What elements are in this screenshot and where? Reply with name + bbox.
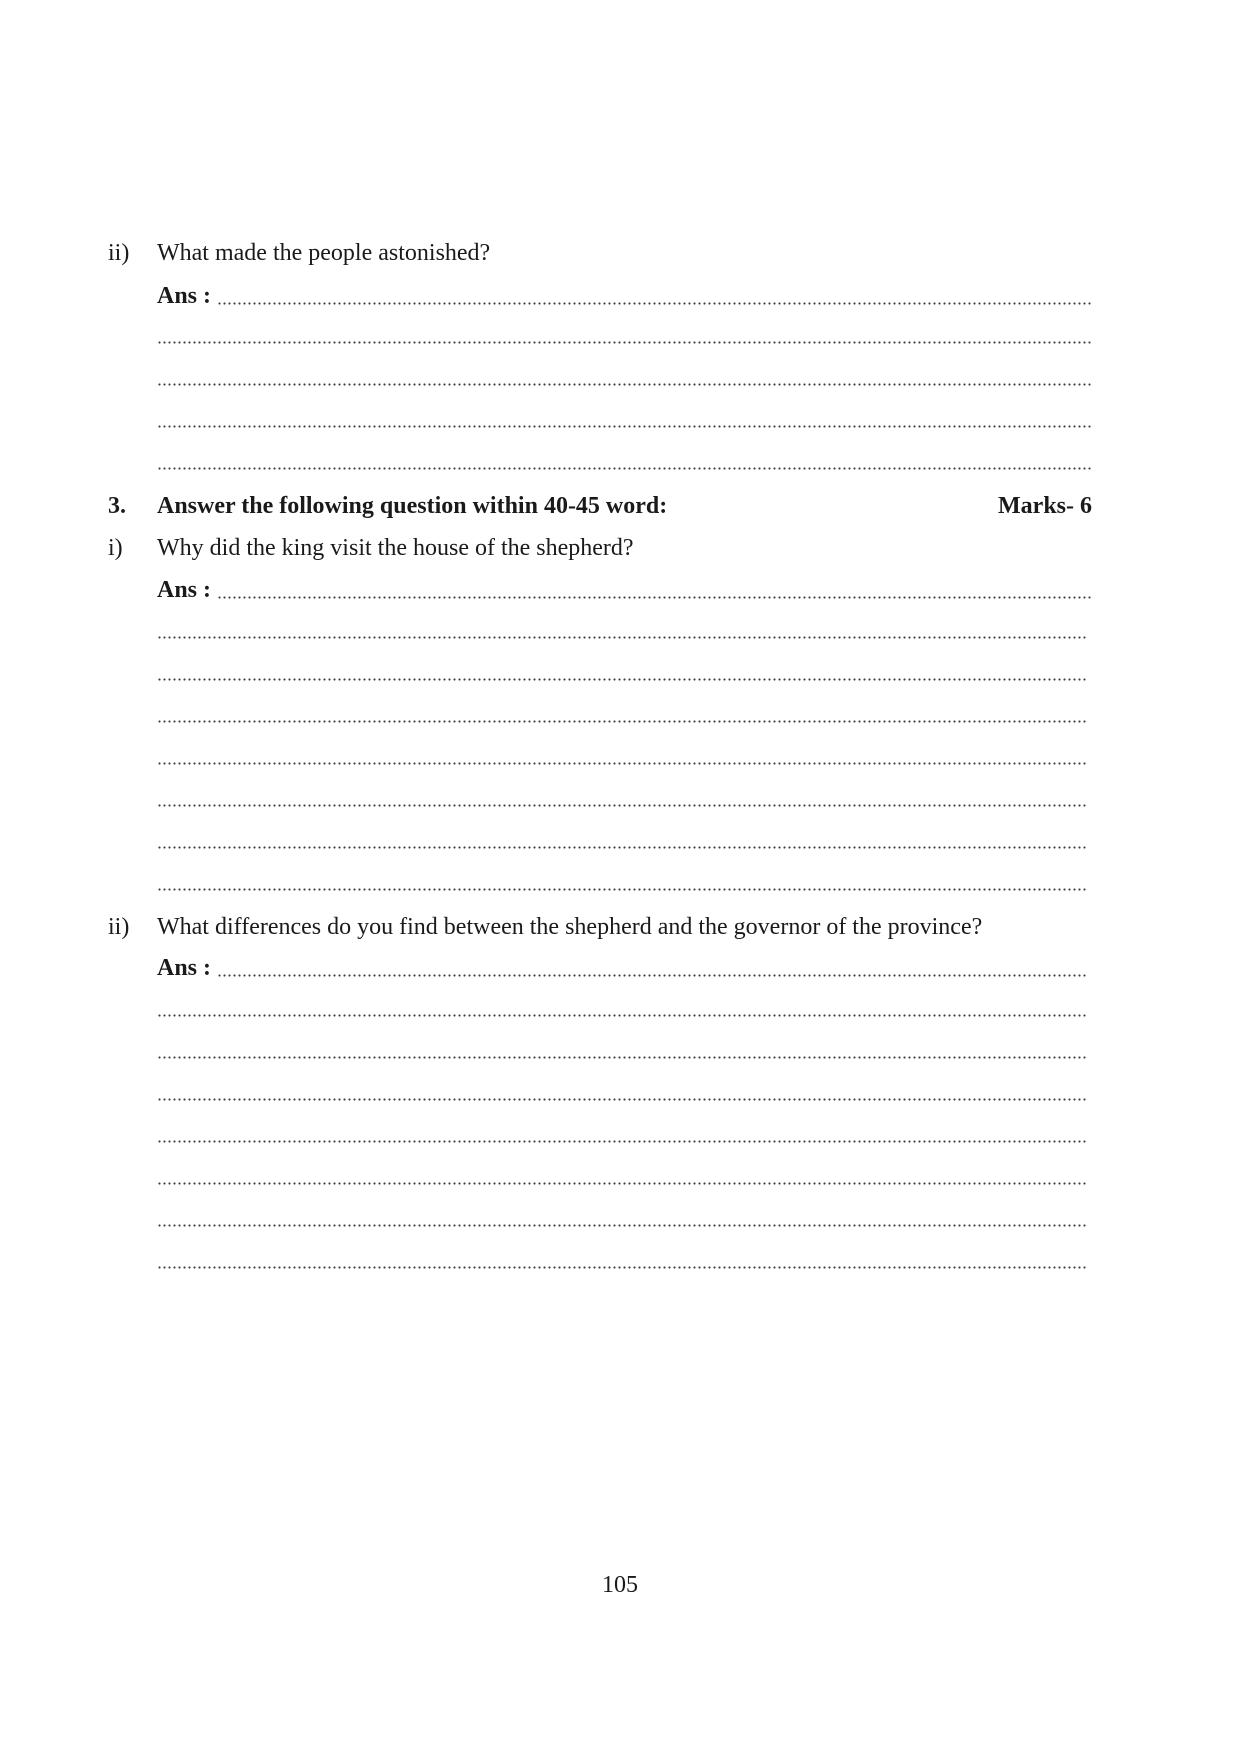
- question-text: What differences do you find between the shepherd and the governor of the province?: [157, 914, 983, 940]
- question-text: What made the people astonished?: [157, 240, 491, 266]
- section-instruction: Answer the following question within 40-45 word:: [157, 493, 668, 519]
- question-number: ii): [108, 240, 130, 266]
- answer-label: Ans :: [157, 283, 212, 309]
- question-number: ii): [108, 914, 130, 940]
- dotted-line: [217, 974, 1087, 977]
- page-number: 105: [602, 1572, 638, 1598]
- answer-line[interactable]: [157, 425, 1092, 428]
- answer-line[interactable]: [157, 678, 1087, 681]
- answer-line[interactable]: [157, 467, 1092, 470]
- answer-line[interactable]: [157, 720, 1087, 723]
- answer-line[interactable]: [157, 341, 1092, 344]
- question-3-ii: [108, 907, 1092, 947]
- question-3-i: [108, 528, 1092, 568]
- question-number: i): [108, 535, 123, 561]
- answer-label: Ans :: [157, 955, 212, 981]
- dotted-line: [217, 596, 1092, 599]
- answer-line-first[interactable]: [157, 570, 1092, 610]
- answer-line[interactable]: [157, 636, 1087, 639]
- answer-line[interactable]: [157, 1266, 1087, 1269]
- answer-line[interactable]: [157, 1224, 1087, 1227]
- section-3-heading: [108, 486, 1092, 526]
- answer-line[interactable]: [157, 383, 1092, 386]
- question-2-ii: [108, 233, 1092, 273]
- answer-line[interactable]: [157, 1056, 1087, 1059]
- question-text: Why did the king visit the house of the shepherd?: [157, 535, 634, 561]
- section-number: 3.: [108, 493, 126, 519]
- answer-line[interactable]: [157, 888, 1087, 891]
- answer-line[interactable]: [157, 846, 1087, 849]
- answer-line[interactable]: [157, 1014, 1087, 1017]
- answer-line[interactable]: [157, 1140, 1087, 1143]
- answer-line-first[interactable]: [157, 948, 1087, 988]
- dotted-line: [217, 302, 1092, 305]
- answer-line-first[interactable]: [157, 276, 1092, 316]
- marks-label: Marks- 6: [998, 493, 1092, 519]
- answer-line[interactable]: [157, 1182, 1087, 1185]
- answer-line[interactable]: [157, 1098, 1087, 1101]
- answer-line[interactable]: [157, 762, 1087, 765]
- answer-line[interactable]: [157, 804, 1087, 807]
- answer-label: Ans :: [157, 577, 212, 603]
